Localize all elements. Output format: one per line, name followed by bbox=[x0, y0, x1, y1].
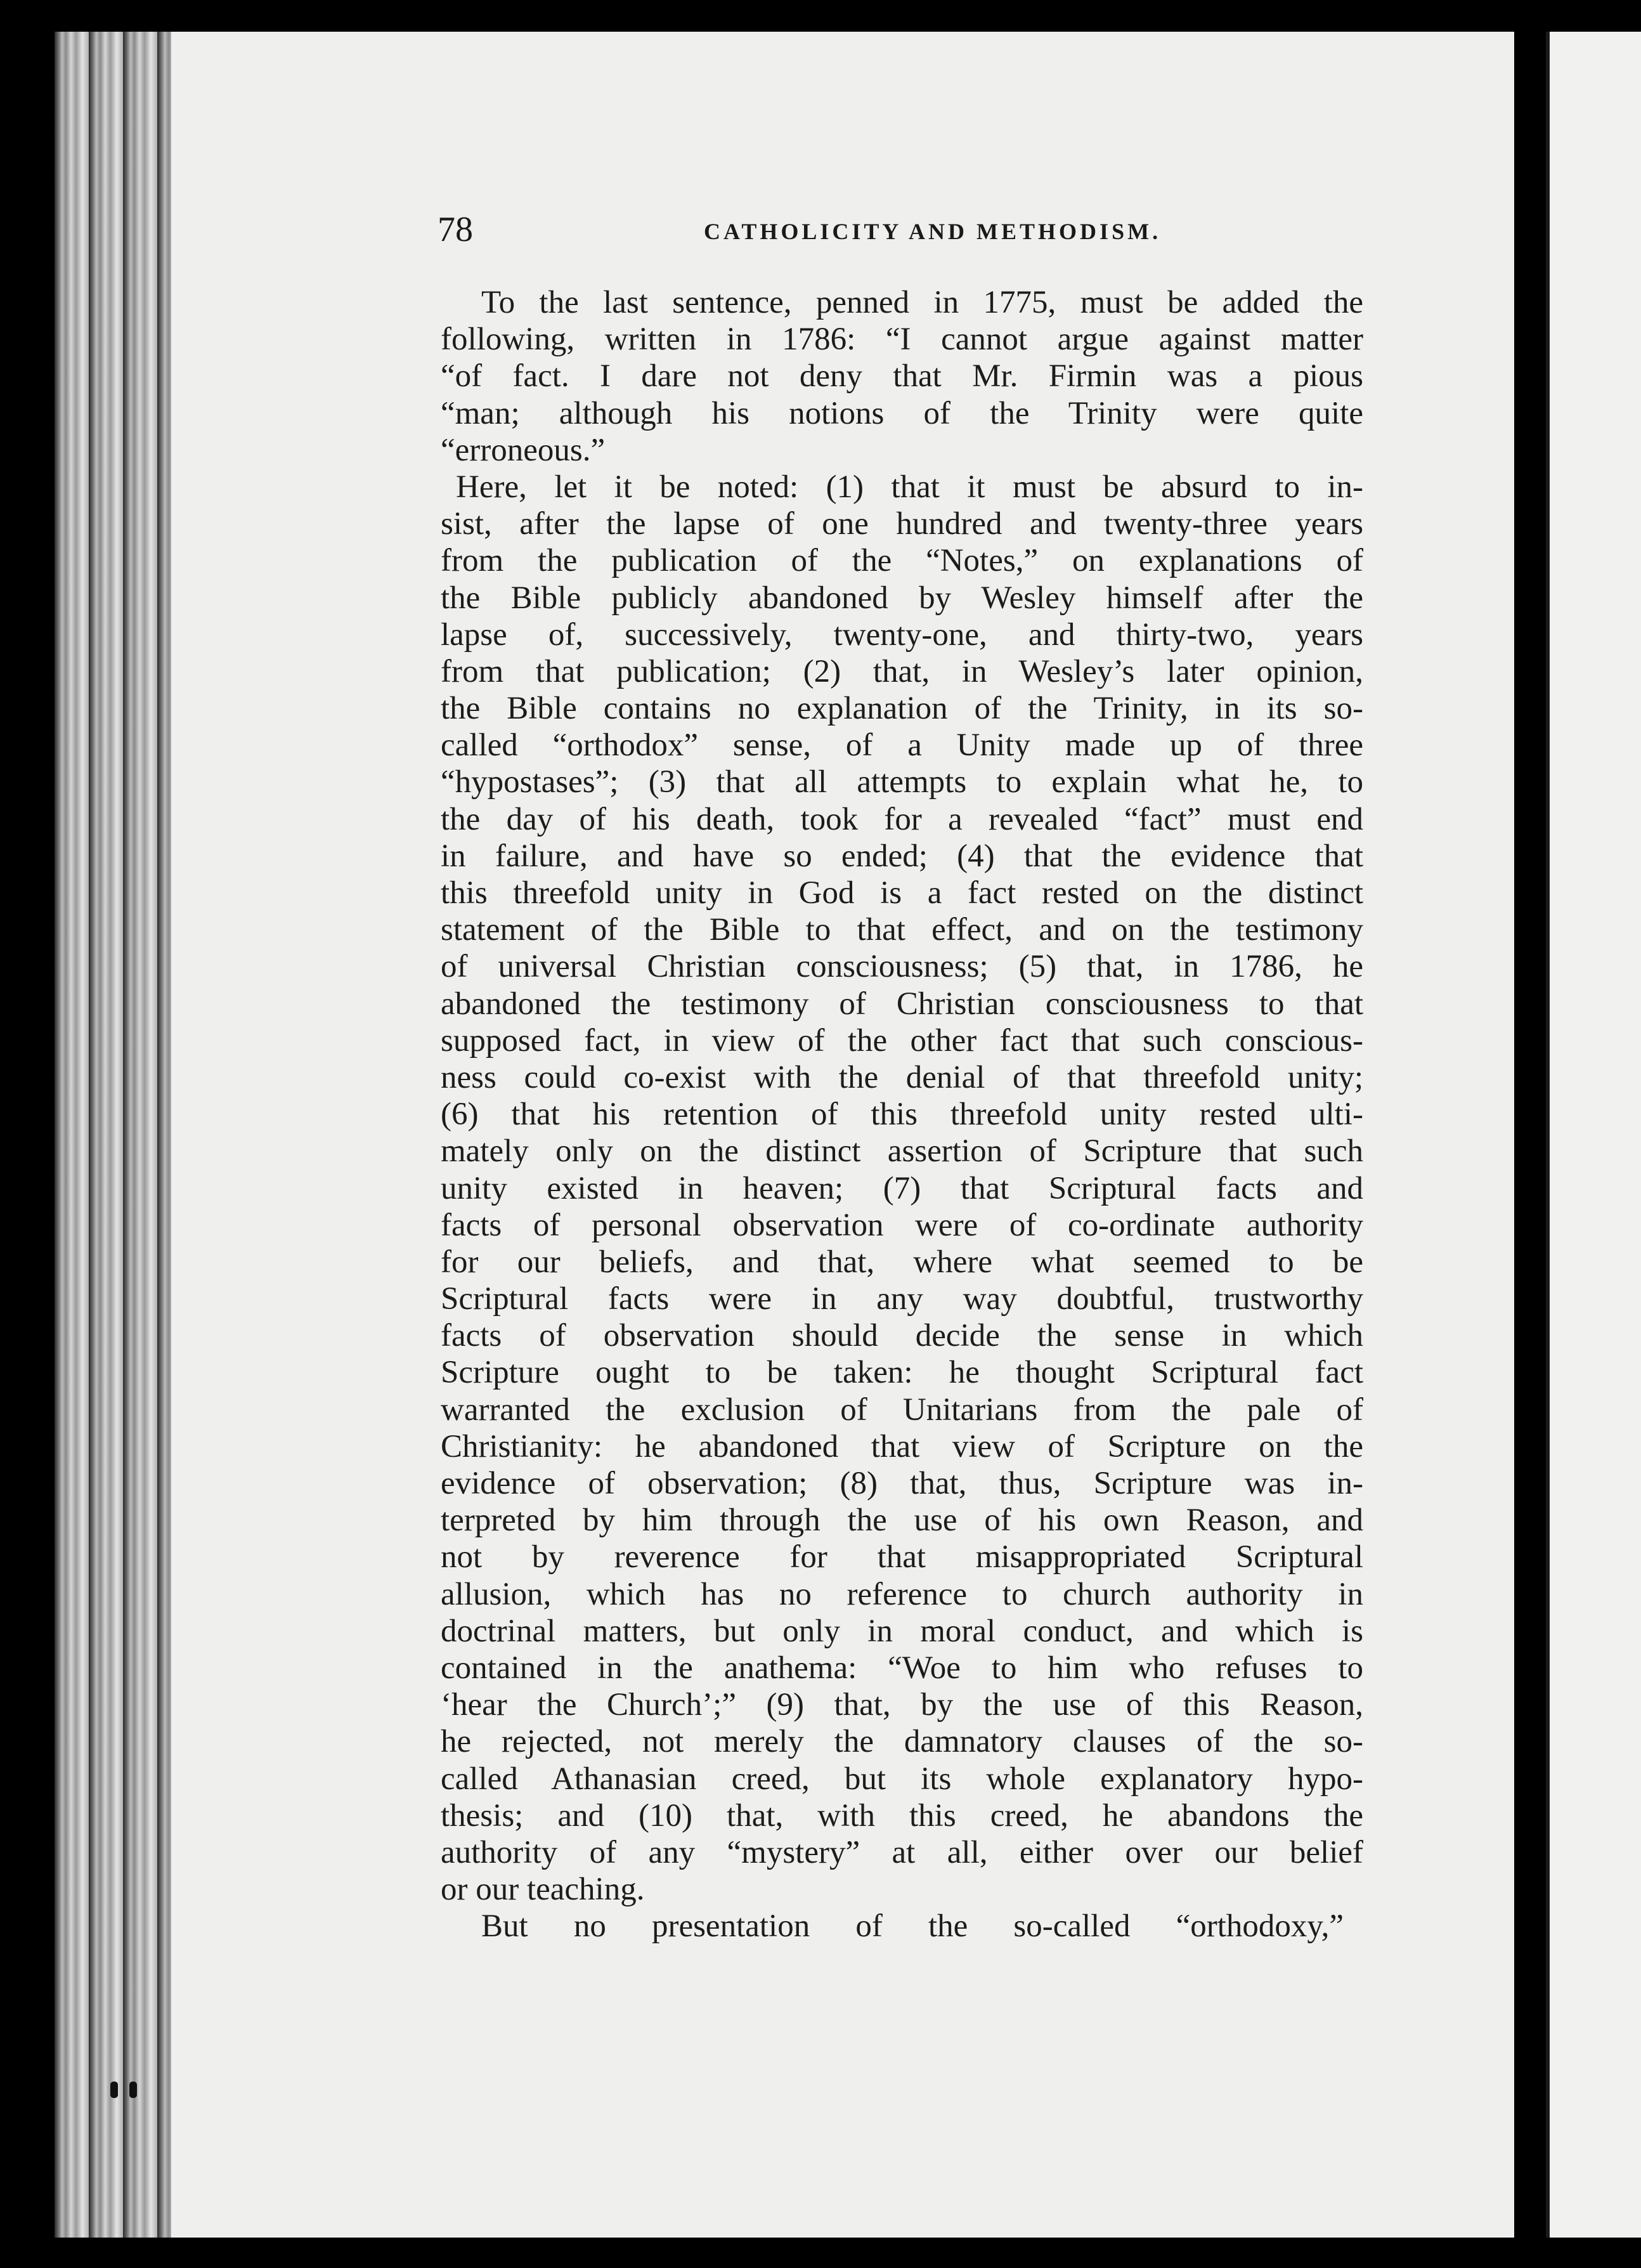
text-line: contained in the anathema: “Woe to him who refuses to bbox=[441, 1650, 1363, 1686]
text-line: mately only on the distinct assertion of Scripture that such bbox=[441, 1133, 1363, 1170]
text-line: not by reverence for that misappropriated Scriptural bbox=[441, 1539, 1363, 1575]
text-line: lapse of, successively, twenty-one, and thirty-two, years bbox=[441, 616, 1363, 653]
text-line: sist, after the lapse of one hundred and twenty-three years bbox=[441, 506, 1363, 542]
text-line: facts of observation should decide the sense in which bbox=[441, 1318, 1363, 1354]
text-line: But no presentation of the so-called “orthodoxy,” bbox=[481, 1908, 1344, 1945]
text-line: supposed fact, in view of the other fact that such conscious- bbox=[441, 1022, 1363, 1059]
text-line: for our beliefs, and that, where what seemed to be bbox=[441, 1244, 1363, 1280]
facing-page-edge bbox=[1546, 32, 1641, 2238]
text-line: of universal Christian consciousness; (5) that, in 1786, he bbox=[441, 949, 1363, 985]
text-line: warranted the exclusion of Unitarians from the pale of bbox=[441, 1391, 1363, 1428]
text-line: called Athanasian creed, but its whole explanatory hypo- bbox=[441, 1761, 1363, 1797]
text-line: from the publication of the “Notes,” on explanations of bbox=[441, 543, 1363, 579]
text-line: the Bible publicly abandoned by Wesley himself after the bbox=[441, 580, 1363, 616]
text-line: this threefold unity in God is a fact rested on the distinct bbox=[441, 875, 1363, 911]
text-line: or our teaching. bbox=[441, 1872, 645, 1908]
text-line: the Bible contains no explanation of the Trinity, in its so- bbox=[441, 691, 1363, 727]
text-line: called “orthodox” sense, of a Unity made up of three bbox=[441, 727, 1363, 764]
spine-mark bbox=[129, 2082, 137, 2098]
text-line: statement of the Bible to that effect, and on the testimony bbox=[441, 912, 1363, 948]
text-line: “erroneous.” bbox=[441, 432, 606, 468]
spine-mark bbox=[110, 2082, 118, 2098]
text-line: terpreted by him through the use of his own Reason, and bbox=[441, 1502, 1363, 1539]
text-line: he rejected, not merely the damnatory clauses of the so- bbox=[441, 1724, 1363, 1760]
text-line: ‘hear the Church’;” (9) that, by the use of this Reason, bbox=[441, 1687, 1363, 1723]
text-line: “hypostases”; (3) that all attempts to explain what he, to bbox=[441, 764, 1363, 800]
text-line: the day of his death, took for a revealed “fact” must end bbox=[441, 801, 1363, 837]
text-line: evidence of observation; (8) that, thus, Scripture was in- bbox=[441, 1466, 1363, 1501]
text-line: abandoned the testimony of Christian consciousness to that bbox=[441, 986, 1363, 1022]
page-number: 78 bbox=[438, 210, 473, 249]
running-head: CATHOLICITY AND METHODISM. bbox=[704, 219, 1162, 244]
text-line: Christianity: he abandoned that view of Scripture on the bbox=[441, 1428, 1363, 1464]
text-line: doctrinal matters, but only in moral conduct, and which is bbox=[441, 1613, 1363, 1649]
text-line: Scriptural facts were in any way doubtful, trustworthy bbox=[441, 1281, 1363, 1317]
text-line: following, written in 1786: “I cannot argue against matter bbox=[441, 322, 1363, 358]
text-line: from that publication; (2) that, in Wesley’s later opinion, bbox=[441, 653, 1363, 689]
text-line: thesis; and (10) that, with this creed, he abandons the bbox=[441, 1797, 1363, 1834]
page-header bbox=[438, 209, 1363, 260]
text-line: unity existed in heaven; (7) that Scriptural facts and bbox=[441, 1170, 1363, 1206]
text-line: “man; although his notions of the Trinity were quite bbox=[441, 395, 1363, 431]
text-line: ness could co-exist with the denial of that threefold unity; bbox=[441, 1059, 1363, 1095]
text-line: To the last sentence, penned in 1775, must be added the bbox=[481, 285, 1363, 320]
text-line: “of fact. I dare not deny that Mr. Firmin was a pious bbox=[441, 358, 1363, 394]
text-line: (6) that his retention of this threefold unity rested ulti- bbox=[441, 1097, 1363, 1133]
text-line: authority of any “mystery” at all, either over our belief bbox=[441, 1834, 1363, 1870]
body-text bbox=[441, 284, 1363, 1945]
text-line: Here, let it be noted: (1) that it must be absurd to in- bbox=[456, 469, 1363, 505]
text-line: in failure, and have so ended; (4) that the evidence that bbox=[441, 838, 1363, 874]
text-line: facts of personal observation were of co-ordinate authority bbox=[441, 1207, 1363, 1243]
text-line: Scripture ought to be taken: he thought Scriptural fact bbox=[441, 1355, 1363, 1391]
text-line: allusion, which has no reference to church authority in bbox=[441, 1576, 1363, 1612]
